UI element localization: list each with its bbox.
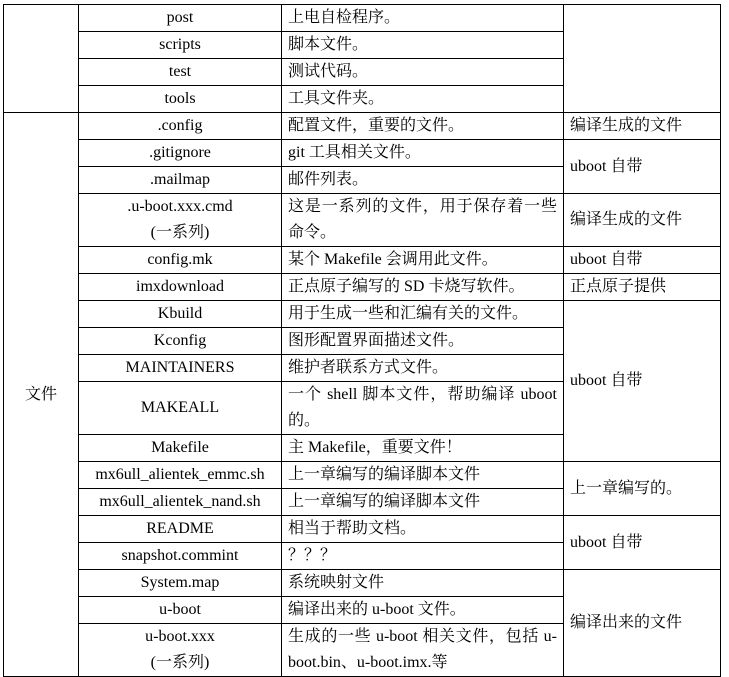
file-name-cell: .config: [79, 113, 282, 140]
description-cell: 图形配置界面描述文件。: [282, 328, 564, 355]
file-name-cell: snapshot.commint: [79, 543, 282, 570]
description-cell: 生成的一些 u-boot 相关文件，包括 u-boot.bin、u-boot.imx.等: [282, 624, 564, 677]
file-name-cell: tools: [79, 86, 282, 113]
description-cell: 测试代码。: [282, 59, 564, 86]
description-cell: ？？？: [282, 543, 564, 570]
description-cell: 邮件列表。: [282, 167, 564, 194]
note-cell: 编译出来的文件: [564, 570, 721, 677]
file-name-cell: imxdownload: [79, 274, 282, 301]
file-name-line: .u-boot.xxx.cmd: [127, 198, 233, 215]
file-name-cell: scripts: [79, 32, 282, 59]
file-name-cell: test: [79, 59, 282, 86]
note-cell: 上一章编写的。: [564, 462, 721, 516]
note-cell: uboot 自带: [564, 301, 721, 462]
table-row: [4, 140, 721, 167]
description-cell: 主 Makefile，重要文件！: [282, 435, 564, 462]
file-name-cell: config.mk: [79, 247, 282, 274]
file-name-cell: Kconfig: [79, 328, 282, 355]
note-cell: uboot 自带: [564, 140, 721, 194]
table-row: [4, 5, 721, 32]
file-name-cell: post: [79, 5, 282, 32]
note-cell: 编译生成的文件: [564, 194, 721, 247]
description-cell: 维护者联系方式文件。: [282, 355, 564, 382]
file-name-cell: mx6ull_alientek_nand.sh: [79, 489, 282, 516]
description-cell: 一个 shell 脚本文件，帮助编译 uboot 的。: [282, 382, 564, 435]
file-name-cell: README: [79, 516, 282, 543]
table-row: [4, 462, 721, 489]
file-name-subline: (一系列): [150, 224, 210, 241]
description-cell: 相当于帮助文档。: [282, 516, 564, 543]
file-name-cell: Kbuild: [79, 301, 282, 328]
description-cell: 系统映射文件: [282, 570, 564, 597]
description-cell: 上一章编写的编译脚本文件: [282, 462, 564, 489]
description-cell: 工具文件夹。: [282, 86, 564, 113]
table-row: [4, 274, 721, 301]
note-cell: uboot 自带: [564, 516, 721, 570]
file-name-cell: .gitignore: [79, 140, 282, 167]
note-cell: 编译生成的文件: [564, 113, 721, 140]
file-name-cell: Makefile: [79, 435, 282, 462]
file-name-cell: MAINTAINERS: [79, 355, 282, 382]
description-cell: 用于生成一些和汇编有关的文件。: [282, 301, 564, 328]
file-name-subline: (一系列): [150, 654, 210, 671]
table-row: [4, 301, 721, 328]
description-cell: 上电自检程序。: [282, 5, 564, 32]
note-cell: uboot 自带: [564, 247, 721, 274]
file-name-cell: System.map: [79, 570, 282, 597]
description-cell: 配置文件，重要的文件。: [282, 113, 564, 140]
description-cell: git 工具相关文件。: [282, 140, 564, 167]
group-label-cell: [4, 5, 79, 113]
note-cell: [564, 5, 721, 113]
description-cell: 上一章编写的编译脚本文件: [282, 489, 564, 516]
description-cell: 编译出来的 u-boot 文件。: [282, 597, 564, 624]
file-name-cell: MAKEALL: [79, 382, 282, 435]
file-name-cell: [79, 624, 282, 677]
table-row: [4, 194, 721, 247]
description-cell: 这是一系列的文件，用于保存着一些命令。: [282, 194, 564, 247]
description-cell: 某个 Makefile 会调用此文件。: [282, 247, 564, 274]
file-name-cell: [79, 194, 282, 247]
description-cell: 正点原子编写的 SD 卡烧写软件。: [282, 274, 564, 301]
file-name-line: u-boot.xxx: [145, 628, 215, 645]
table-row: [4, 113, 721, 140]
table-row: [4, 247, 721, 274]
file-description-table: [3, 4, 721, 677]
table-row: [4, 570, 721, 597]
table-row: [4, 516, 721, 543]
group-label-cell: 文件: [4, 113, 79, 677]
description-cell: 脚本文件。: [282, 32, 564, 59]
file-name-cell: u-boot: [79, 597, 282, 624]
file-name-cell: mx6ull_alientek_emmc.sh: [79, 462, 282, 489]
note-cell: 正点原子提供: [564, 274, 721, 301]
file-name-cell: .mailmap: [79, 167, 282, 194]
